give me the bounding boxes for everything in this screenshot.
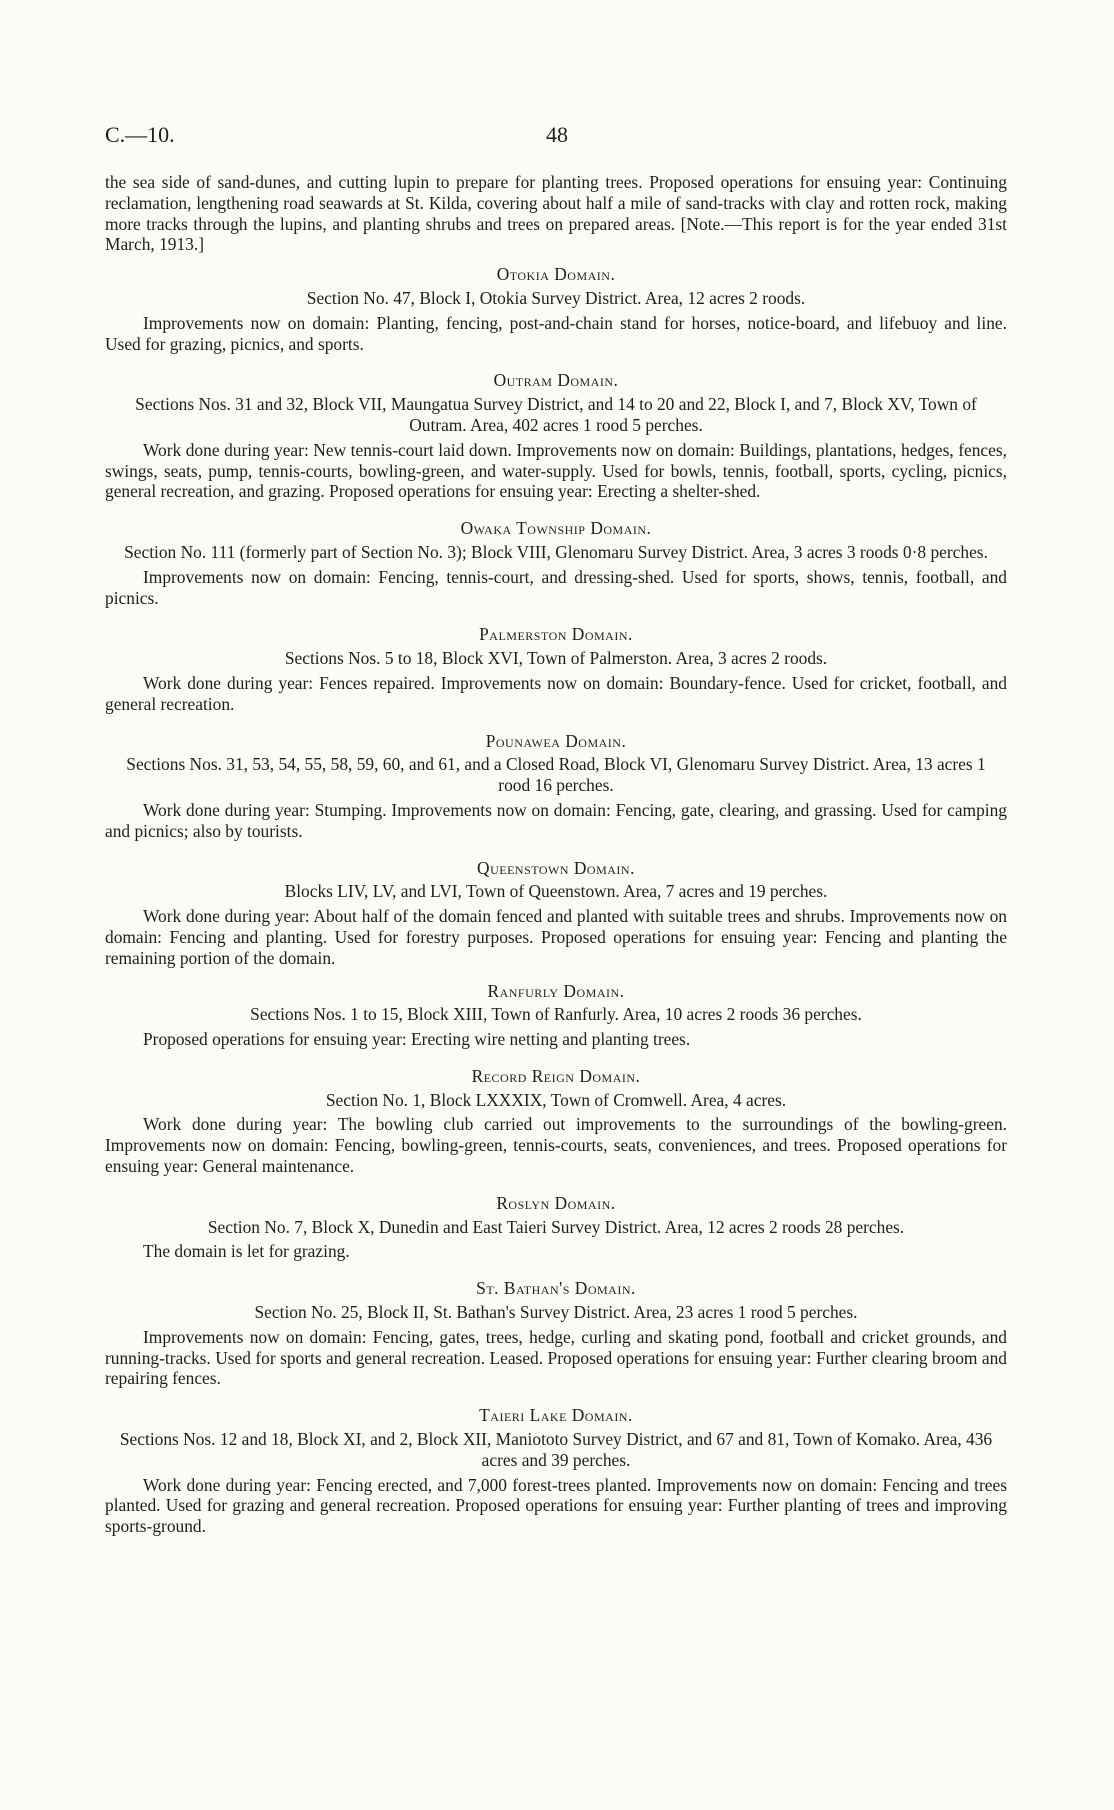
section-heading: Otokia Domain. bbox=[496, 264, 616, 285]
section-particulars: Sections Nos. 12 and 18, Block XI, and 2, Block XII, Maniototo Survey District, and 67 and 81, Town of Komako. Area, 436 acres and 39 perches. bbox=[119, 1429, 993, 1470]
domain-section bbox=[105, 858, 1007, 969]
section-body: Improvements now on domain: Fencing, gates, trees, hedge, curling and skating pond, football and cricket grounds, and running-tracks. Used for sports and general recreation. Leased. Proposed operations for ensuing year: Further clearing broom and repairing fences. bbox=[105, 1326, 1007, 1389]
section-particulars: Section No. 1, Block LXXXIX, Town of Cromwell. Area, 4 acres. bbox=[325, 1089, 787, 1110]
section-particulars: Section No. 111 (formerly part of Section No. 3); Block VIII, Glenomaru Survey District. Area, 3 acres 3 roods 0·8 perches. bbox=[124, 541, 988, 562]
section-particulars: Sections Nos. 31 and 32, Block VII, Maungatua Survey District, and 14 to 20 and 22, Block I, and 7, Block XV, Town of Outram. Area, 402 acres 1 rood 5 perches. bbox=[135, 394, 977, 435]
section-particulars: Section No. 47, Block I, Otokia Survey District. Area, 12 acres 2 roods. bbox=[306, 287, 806, 308]
domain-section bbox=[105, 624, 1007, 714]
section-heading: Owaka Township Domain. bbox=[460, 518, 652, 539]
intro-paragraph: the sea side of sand-dunes, and cutting lupin to prepare for planting trees. Proposed operations for ensuing year: Continuing reclamation, lengthening road seawards at St. Kilda, covering about half a mile of sand-tracks with clay and rotten rock, making more tracks through the lupins, and planting shrubs and trees on prepared areas. [Note.—This report is for the year ended 31st March, 1913.] bbox=[105, 172, 1007, 255]
section-heading: Pounawea Domain. bbox=[485, 730, 627, 751]
domain-section bbox=[105, 264, 1007, 354]
section-body: Work done during year: Stumping. Improvements now on domain: Fencing, gate, clearing, and grassing. Used for camping and picnics; also by tourists. bbox=[105, 799, 1007, 841]
domain-section bbox=[105, 1066, 1007, 1177]
section-body: Proposed operations for ensuing year: Erecting wire netting and planting trees. bbox=[143, 1029, 691, 1050]
section-body: Improvements now on domain: Fencing, tennis-court, and dressing-shed. Used for sports, shows, tennis, football, and picnics. bbox=[105, 566, 1007, 608]
domain-section bbox=[105, 1405, 1007, 1537]
section-body: Work done during year: The bowling club carried out improvements to the surroundings of the bowling-green. Improvements now on domain: Fencing, bowling-green, tennis-courts, seats, conveniences, and trees. Proposed operations for ensuing year: General maintenance. bbox=[105, 1114, 1007, 1177]
section-particulars: Section No. 7, Block X, Dunedin and East Taieri Survey District. Area, 12 acres 2 roods 28 perches. bbox=[207, 1216, 905, 1237]
section-body: Work done during year: Fencing erected, and 7,000 forest-trees planted. Improvements now on domain: Fencing and trees planted. Used for grazing and general recreation. Proposed operations for ensuing year: Further planting of trees and improving sports-ground. bbox=[105, 1474, 1007, 1537]
document-code: C.—10. bbox=[105, 122, 175, 147]
section-particulars: Sections Nos. 31, 53, 54, 55, 58, 59, 60, and 61, and a Closed Road, Block VI, Glenomaru Survey District. Area, 13 acres 1 rood 16 perches. bbox=[126, 754, 986, 796]
domain-section bbox=[105, 370, 1007, 502]
section-heading: Palmerston Domain. bbox=[479, 624, 633, 645]
domain-section bbox=[105, 1193, 1007, 1262]
section-heading: Ranfurly Domain. bbox=[487, 980, 625, 1001]
section-heading: Queenstown Domain. bbox=[477, 857, 635, 878]
section-body: Work done during year: Fences repaired. Improvements now on domain: Boundary-fence. Used for cricket, football, and general recreation. bbox=[105, 672, 1007, 714]
page-body bbox=[105, 172, 1007, 1537]
section-heading: Taieri Lake Domain. bbox=[479, 1405, 633, 1426]
page-number: 48 bbox=[546, 122, 568, 147]
section-particulars: Section No. 25, Block II, St. Bathan's Survey District. Area, 23 acres 1 rood 5 perches. bbox=[254, 1302, 858, 1323]
section-body: Work done during year: New tennis-court laid down. Improvements now on domain: Buildings, plantations, hedges, fences, swings, seats, pump, tennis-courts, bowling-green, and water-supply. Used for bowls, tennis, football, sports, cycling, picnics, general recreation, and grazing. Proposed operations for ensuing year: Erecting a shelter-shed. bbox=[105, 439, 1007, 502]
section-body: The domain is let for grazing. bbox=[143, 1241, 350, 1262]
section-heading: Roslyn Domain. bbox=[496, 1192, 616, 1213]
section-heading: Record Reign Domain. bbox=[471, 1065, 641, 1086]
section-heading: Outram Domain. bbox=[493, 370, 619, 391]
domain-section bbox=[105, 518, 1007, 608]
section-particulars: Sections Nos. 5 to 18, Block XVI, Town of Palmerston. Area, 3 acres 2 roods. bbox=[284, 648, 828, 669]
page-header bbox=[105, 122, 1009, 152]
section-particulars: Blocks LIV, LV, and LVI, Town of Queenstown. Area, 7 acres and 19 perches. bbox=[284, 881, 828, 902]
domain-section bbox=[105, 981, 1007, 1050]
section-particulars: Sections Nos. 1 to 15, Block XIII, Town of Ranfurly. Area, 10 acres 2 roods 36 perches. bbox=[250, 1004, 862, 1025]
section-body: Improvements now on domain: Planting, fencing, post-and-chain stand for horses, notice-board, and lifebuoy and line. Used for grazing, picnics, and sports. bbox=[105, 312, 1007, 354]
section-heading: St. Bathan's Domain. bbox=[476, 1278, 636, 1299]
domain-section bbox=[105, 731, 1007, 842]
domain-section bbox=[105, 1278, 1007, 1389]
section-body: Work done during year: About half of the domain fenced and planted with suitable trees and shrubs. Improvements now on domain: Fencing and planting. Used for forestry purposes. Proposed operations for ensuing year: Fencing and planting the remaining portion of the domain. bbox=[105, 906, 1007, 968]
